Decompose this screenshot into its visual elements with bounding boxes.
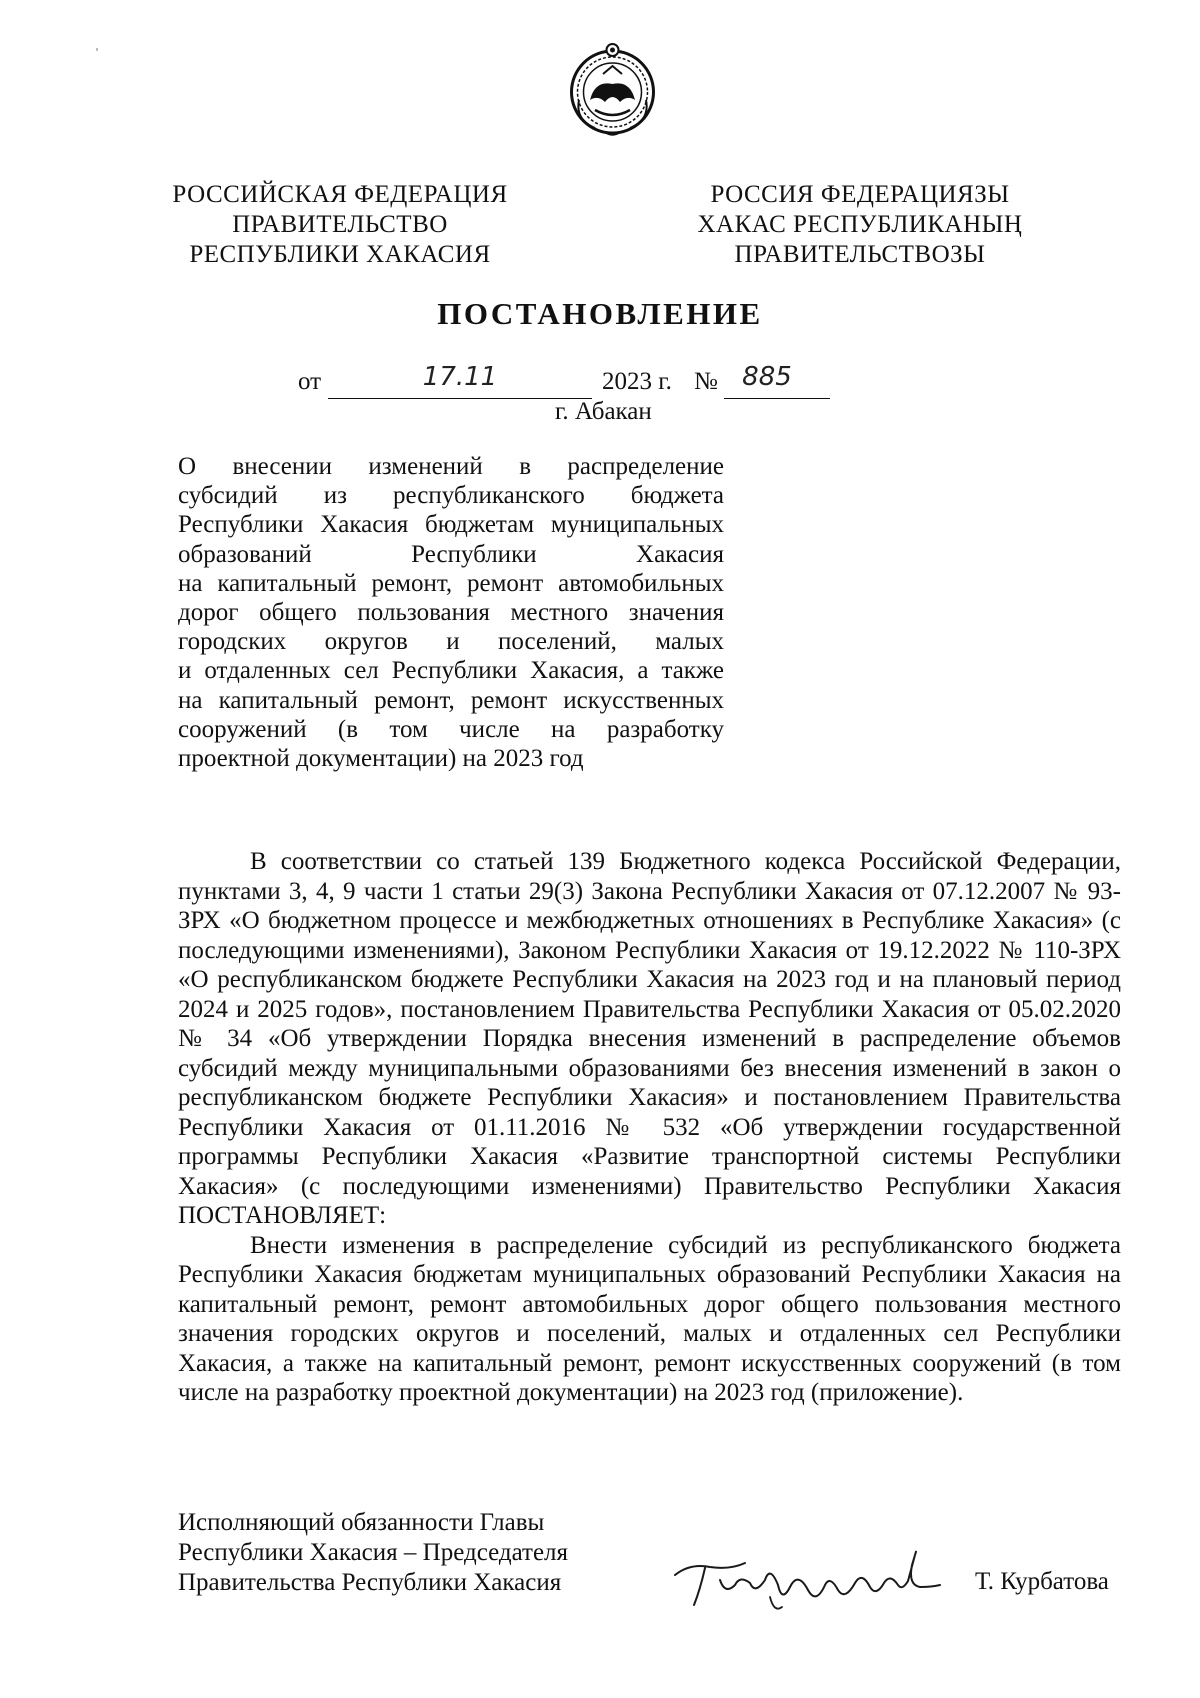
header-right-line-2: ХАКАС РЕСПУБЛИКАНЫҢ (697, 211, 1023, 238)
subject-line: городских округов и поселений, малых (178, 628, 724, 656)
handwritten-signature (670, 1535, 950, 1615)
signer-name: Т. Курбатова (975, 1568, 1109, 1595)
document-subject (178, 452, 724, 773)
subject-line: О внесении изменений в распределение (178, 453, 724, 480)
subject-line: проектной документации) на 2023 год (178, 745, 584, 773)
signer-position-line-1: Исполняющий обязанности Главы (178, 1509, 545, 1536)
body-paragraph-2: Внести изменения в распределение субсидий из республиканского бюджета Республики Хакасия бюджетам муниципальных образований Республики Хакасия на капитальный ремонт, ремонт автомобильных дорог общего пользования местного значения городских округов и поселений, малых и отдаленных сел Республики Хакасия, а также на капитальный ремонт, ремонт искусственных сооружений (в том числе на разработку проектной документации) на 2023 год (приложение). (178, 1231, 1121, 1406)
number-prefix: № (694, 368, 718, 395)
subject-line: образований Республики Хакасия (178, 540, 724, 568)
year-text: 2023 г. (602, 368, 672, 395)
city-name: г. Абакан (555, 398, 652, 425)
header-left-line-2: ПРАВИТЕЛЬСТВО (232, 211, 448, 238)
date-prefix: от (298, 368, 322, 395)
header-khakas (690, 180, 1030, 270)
number-handwritten: 885 (742, 362, 792, 392)
header-left-line-1: РОССИЙСКАЯ ФЕДЕРАЦИЯ (172, 181, 508, 208)
header-right-line-3: ПРАВИТЕЛЬСТВОЗЫ (734, 241, 986, 268)
scan-speck (96, 48, 98, 51)
body-paragraph-1: В соответствии со статьей 139 Бюджетного кодекса Российской Федерации, пунктами 3, 4, 9 части 1 статьи 29(3) Закона Республики Хакасия от 07.12.2007 № 93-ЗРХ «О бюджетном процессе и межбюджетных отношениях в Республике Хакасия» (с последующими изменениями), Законом Республики Хакасия от 19.12.2022 № 110-ЗРХ «О республиканском бюджете Республики Хакасия на 2023 год и на плановый период 2024 и 2025 годов», постановлением Правительства Республики Хакасия от 05.02.2020 № 34 «Об утверждении Порядка внесения изменений в распределение объемов субсидий между муниципальными образованиями без внесения изменений в закон о республиканском бюджете Республики Хакасия» и постановлением Правительства Республики Хакасия от 01.11.2016 № 532 «Об утверждении государственной программы Республики Хакасия «Развитие транспортной системы Республики Хакасия» (с последующими изменениями) Правительство Республики Хакасия ПОСТАНОВЛЯЕТ: (178, 848, 1121, 1229)
date-handwritten: 17.11 (422, 362, 498, 392)
date-field (328, 362, 592, 399)
document-title: ПОСТАНОВЛЕНИЕ (437, 296, 763, 331)
signer-position (178, 1508, 568, 1598)
subject-line: дорог общего пользования местного значения (178, 599, 724, 627)
signer-position-line-2: Республики Хакасия – Председателя (178, 1539, 569, 1566)
subject-line: и отдаленных сел Республики Хакасия, а также (178, 657, 724, 685)
header-russian (170, 180, 510, 270)
subject-line: на капитальный ремонт, ремонт автомобильных (178, 569, 724, 597)
date-number-line (0, 362, 1200, 402)
subject-line: сооружений (в том числе на разработку (178, 715, 724, 743)
subject-line: на капитальный ремонт, ремонт искусственных (178, 686, 724, 714)
signer-position-line-3: Правительства Республики Хакасия (178, 1569, 562, 1596)
subject-line: Республики Хакасия бюджетам муниципальных (178, 511, 724, 539)
header-right-line-1: РОССИЯ ФЕДЕРАЦИЯЗЫ (710, 181, 1010, 208)
subject-line: субсидий из республиканского бюджета (178, 482, 724, 510)
document-body (178, 847, 1121, 1408)
coat-of-arms-emblem (565, 40, 660, 140)
number-field (724, 362, 830, 399)
header-left-line-3: РЕСПУБЛИКИ ХАКАСИЯ (189, 241, 491, 268)
